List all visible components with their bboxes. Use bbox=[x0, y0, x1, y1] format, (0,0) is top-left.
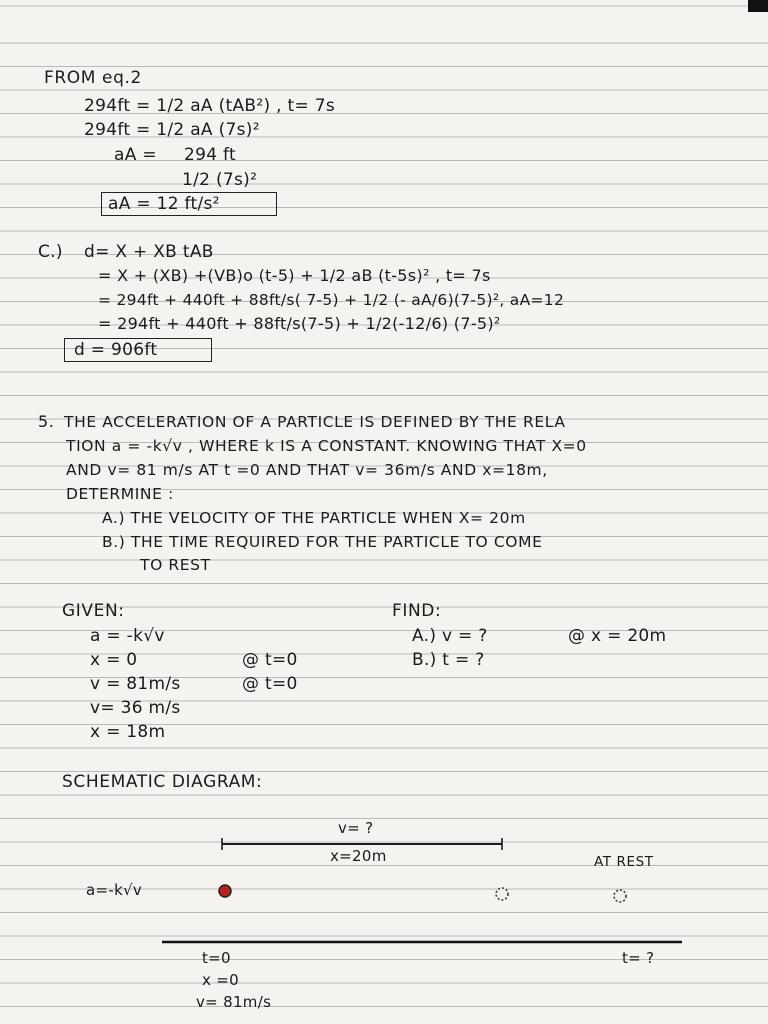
given-heading: GIVEN: bbox=[62, 601, 125, 621]
given-item-5: x = 18m bbox=[90, 722, 166, 742]
problem-line-3: AND v= 81 m/s AT t =0 AND THAT v= 36m/s AND x=18m, bbox=[66, 461, 548, 479]
eq-line-3-left: aA = bbox=[114, 145, 157, 165]
schematic-heading: SCHEMATIC DIAGRAM: bbox=[62, 772, 263, 792]
particle-at-20m bbox=[496, 888, 508, 900]
velocity-label: v= ? bbox=[338, 819, 374, 837]
problem-part-b-line-1: B.) THE TIME REQUIRED FOR THE PARTICLE TO COME bbox=[102, 533, 543, 551]
acceleration-label: a=-k√v bbox=[86, 881, 143, 899]
eq-line-2: 294ft = 1/2 aA (7s)² bbox=[84, 120, 260, 140]
part-c-line-2: = X + (XB) +(VB)o (t-5) + 1/2 aB (t-5s)² , t= 7s bbox=[98, 266, 491, 285]
initial-position-label: x =0 bbox=[202, 971, 239, 989]
end-time-label: t= ? bbox=[622, 949, 655, 967]
part-c-line-1: d= X + XB tAB bbox=[84, 242, 214, 262]
at-rest-label: AT REST bbox=[594, 854, 654, 870]
find-a: A.) v = ? bbox=[412, 626, 488, 646]
eq-line-1: 294ft = 1/2 aA (tAB²) , t= 7s bbox=[84, 96, 335, 116]
eq-line-3-denominator: 1/2 (7s)² bbox=[182, 170, 258, 190]
problem-part-a: A.) THE VELOCITY OF THE PARTICLE WHEN X= 20m bbox=[102, 509, 526, 527]
given-cond-1: @ t=0 bbox=[242, 650, 298, 670]
find-heading: FIND: bbox=[392, 601, 442, 621]
problem-line-1: THE ACCELERATION OF A PARTICLE IS DEFINED BY THE RELA bbox=[64, 413, 566, 431]
find-a-condition: @ x = 20m bbox=[568, 626, 667, 646]
particle-initial bbox=[219, 885, 231, 897]
part-c-line-3: = 294ft + 440ft + 88ft/s( 7-5) + 1/2 (- aA/6)(7-5)², aA=12 bbox=[98, 291, 565, 309]
particle-at-rest bbox=[614, 890, 626, 902]
initial-velocity-label: v= 81m/s bbox=[196, 993, 272, 1011]
result-aA: aA = 12 ft/s² bbox=[108, 194, 220, 214]
problem-part-b-line-2: TO REST bbox=[140, 556, 211, 574]
problem-number: 5. bbox=[38, 412, 55, 431]
given-item-3: v = 81m/s bbox=[90, 674, 181, 694]
initial-time-label: t=0 bbox=[202, 949, 231, 967]
find-b: B.) t = ? bbox=[412, 650, 485, 670]
problem-line-4: DETERMINE : bbox=[66, 485, 174, 503]
given-cond-2: @ t=0 bbox=[242, 674, 298, 694]
distance-label: x=20m bbox=[330, 847, 387, 865]
given-item-1: a = -k√v bbox=[90, 626, 165, 646]
part-c-line-4: = 294ft + 440ft + 88ft/s(7-5) + 1/2(-12/6) (7-5)² bbox=[98, 314, 501, 333]
given-item-4: v= 36 m/s bbox=[90, 698, 181, 718]
given-item-2: x = 0 bbox=[90, 650, 138, 670]
part-c-label: C.) bbox=[38, 242, 63, 262]
problem-line-2: TION a = -k√v , WHERE k IS A CONSTANT. KNOWING THAT X=0 bbox=[66, 437, 587, 455]
eq-line-3-numerator: 294 ft bbox=[184, 145, 237, 165]
eq-heading: FROM eq.2 bbox=[44, 68, 142, 88]
result-d: d = 906ft bbox=[74, 340, 158, 360]
